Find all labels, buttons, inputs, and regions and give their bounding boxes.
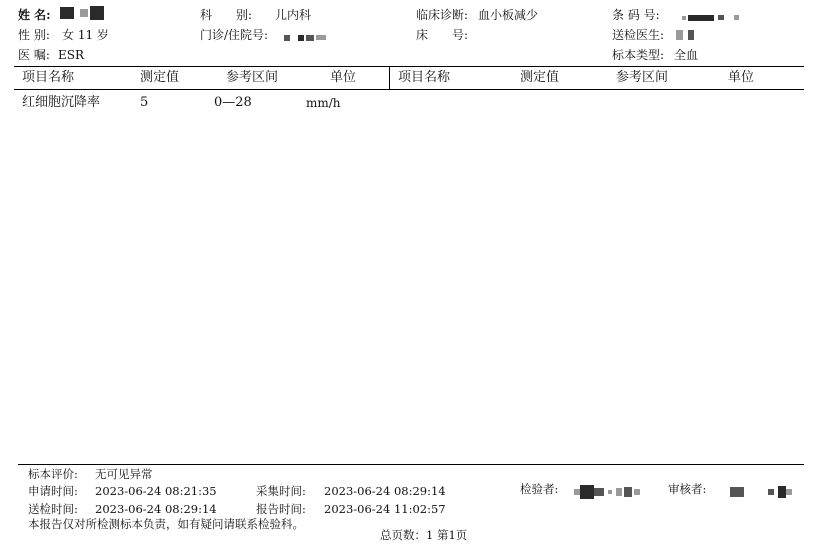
inspect-time-label: 送检时间: <box>28 502 78 516</box>
report-time-label: 报告时间: <box>256 502 306 516</box>
col-header-value-left: 测定值 <box>140 70 180 85</box>
diagnosis-label: 临床诊断: <box>416 8 469 22</box>
barcode-label: 条 码 号: <box>612 8 660 22</box>
specimen-label: 标本类型: <box>612 48 665 62</box>
clinic-number-label: 门诊/住院号: <box>200 28 269 42</box>
evaluation-label: 标本评价: <box>28 467 78 481</box>
result-range: 0—28 <box>214 95 252 110</box>
reviewer-label: 审核者: <box>668 482 707 496</box>
col-header-range-left: 参考区间 <box>226 70 279 85</box>
col-header-name-left: 项目名称 <box>22 70 75 85</box>
doctor-label: 送检医生: <box>612 28 665 42</box>
table-column-divider <box>389 67 390 89</box>
barcode-redacted <box>682 10 739 24</box>
col-header-name-right: 项目名称 <box>398 70 451 85</box>
result-unit: mm/h <box>306 96 341 110</box>
collect-time-value: 2023-06-24 08:29:14 <box>324 484 446 498</box>
col-header-range-right: 参考区间 <box>616 70 669 85</box>
tester-label: 检验者: <box>520 482 559 496</box>
name-redacted <box>60 5 104 20</box>
clinic-number-redacted <box>284 30 326 44</box>
col-header-unit-left: 单位 <box>330 70 357 85</box>
page-info: 总页数：1 第1页 <box>380 528 468 542</box>
tester-signature-redacted <box>574 484 640 499</box>
col-header-unit-right: 单位 <box>728 70 755 85</box>
specimen-value: 全血 <box>674 48 699 62</box>
table-header-rule <box>14 89 804 90</box>
sex-label: 性 别: <box>18 28 50 42</box>
footer-rule <box>18 464 804 465</box>
request-time-label: 申请时间: <box>28 484 78 498</box>
sex-age-value: 女 11 岁 <box>62 28 109 42</box>
order-value: ESR <box>58 48 85 62</box>
col-header-value-right: 测定值 <box>520 70 560 85</box>
table-top-rule <box>14 66 804 67</box>
result-value: 5 <box>140 95 149 110</box>
name-label: 姓 名: <box>18 8 51 22</box>
disclaimer: 本报告仅对所检测标本负责，如有疑问请联系检验科。 <box>28 517 304 531</box>
bed-label: 床 号: <box>416 28 469 42</box>
order-label: 医 嘱: <box>18 48 50 62</box>
department-label: 科 别: <box>200 8 253 22</box>
collect-time-label: 采集时间: <box>256 484 306 498</box>
inspect-time-value: 2023-06-24 08:29:14 <box>95 502 217 516</box>
report-time-value: 2023-06-24 11:02:57 <box>324 502 446 516</box>
evaluation-value: 无可见异常 <box>95 467 153 481</box>
result-name: 红细胞沉降率 <box>22 95 101 110</box>
department-value: 儿内科 <box>275 8 312 22</box>
doctor-redacted <box>676 27 694 41</box>
request-time-value: 2023-06-24 08:21:35 <box>95 484 217 498</box>
diagnosis-value: 血小板减少 <box>478 8 539 22</box>
reviewer-signature-redacted <box>730 484 792 498</box>
